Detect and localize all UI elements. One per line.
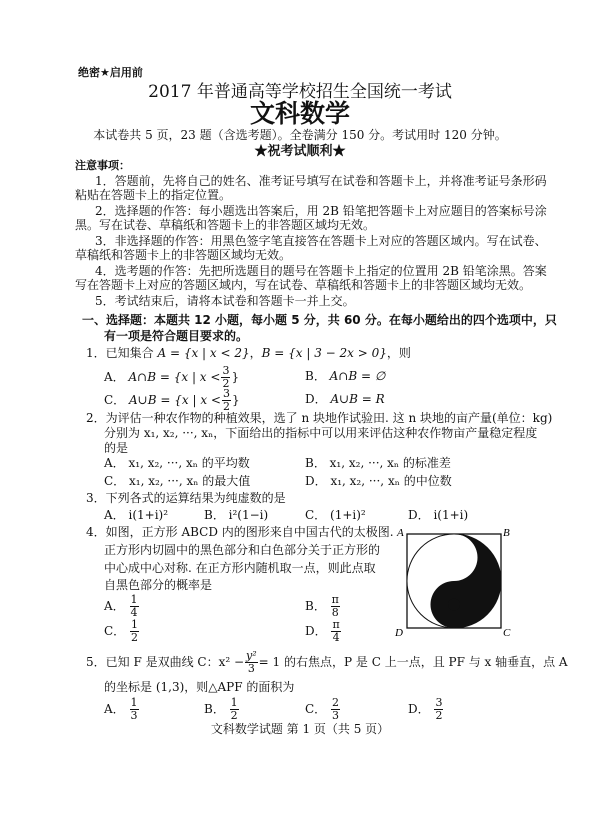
q1-option-b[interactable]: [305, 369, 385, 383]
fraction-numerator: 3: [222, 387, 230, 400]
fraction-denominator: 2: [222, 400, 230, 413]
question-5-line-1: [86, 648, 568, 676]
set-b: B = {x | 3 − 2x > 0}: [261, 346, 387, 360]
question-3-stem: [86, 491, 286, 505]
option-label: C．: [305, 508, 327, 522]
note-item-4-line-2: 写在答题卡上对应的答题区域内，写在试卷、草稿纸和答题卡上的非答题区域均无效。: [75, 278, 532, 292]
stem-text: 为评估一种农作物的种植效果，选了 n 块地作试验田. 这 n 块地的亩产量(单位：kg): [105, 411, 553, 425]
fraction: [130, 697, 139, 722]
fraction: [130, 619, 139, 644]
question-number: 4．: [86, 525, 106, 539]
stem-text: 已知集合: [105, 346, 158, 360]
fraction-denominator: 2: [435, 709, 443, 722]
note-item-5: 5．考试结束后，请将本试卷和答题卡一并上交。: [95, 294, 355, 308]
option-label: A．: [104, 456, 125, 470]
q2-option-b[interactable]: [305, 456, 451, 470]
taiji-figure: [393, 526, 513, 640]
fraction-numerator: 2: [332, 696, 340, 709]
note-item-3-line-2: 草稿纸和答题卡上的非答题区域均无效。: [75, 248, 292, 262]
corner-b-label: B: [503, 527, 510, 539]
q1-option-d[interactable]: [305, 392, 385, 406]
fraction: [331, 594, 340, 619]
option-label: D．: [305, 392, 327, 406]
q4-option-b[interactable]: [305, 593, 341, 619]
option-label: D．: [408, 702, 430, 716]
fraction: [222, 388, 231, 413]
q3-option-a[interactable]: [104, 508, 168, 522]
question-5-line-2: 的坐标是 (1,3)，则△APF 的面积为: [104, 680, 295, 694]
black-dot: [448, 599, 460, 611]
option-label: B．: [204, 702, 225, 716]
fraction-denominator: 4: [332, 631, 340, 644]
exam-info: 本试卷共 5 页，23 题（含选考题）。全卷满分 150 分。考试用时 120 分钟。: [93, 128, 507, 142]
option-expression: A∩B = {x | x <: [128, 370, 221, 384]
q5-option-b[interactable]: [204, 696, 240, 722]
option-label: C．: [104, 474, 126, 488]
fraction-numerator: 1: [131, 618, 139, 631]
notes-heading: 注意事项：: [75, 159, 130, 172]
section-1-heading-line-1: 一、选择题：本题共 12 小题，每小题 5 分，共 60 分。在每小题给出的四个选项中，只: [82, 313, 557, 327]
question-2-line-1: [86, 411, 552, 425]
fraction-numerator: 1: [130, 593, 138, 606]
option-label: C．: [104, 624, 126, 638]
note-item-2-line-2: 黑。写在试卷、草稿纸和答题卡上的非答题区域均无效。: [75, 218, 376, 232]
secret-label: 绝密★启用前: [78, 66, 143, 79]
fraction-numerator: 3: [435, 696, 443, 709]
option-label: C．: [305, 702, 327, 716]
separator: ，: [249, 346, 262, 360]
option-label: D．: [408, 508, 430, 522]
q3-option-b[interactable]: [204, 508, 268, 522]
option-label: A．: [104, 508, 125, 522]
option-label: C．: [104, 393, 126, 407]
question-4-line-3: 中心成中心对称. 在正方形内随机取一点，则此点取: [104, 561, 376, 575]
fraction-denominator: 2: [131, 631, 139, 644]
fraction-numerator: 3: [222, 364, 230, 377]
question-1-stem: [86, 346, 411, 360]
fraction-denominator: 2: [222, 377, 230, 390]
q4-option-c[interactable]: [104, 618, 140, 644]
option-label: A．: [104, 702, 125, 716]
subject-title: 文科数学: [249, 99, 350, 128]
question-number: 5．: [86, 655, 106, 669]
option-expression-end: }: [231, 370, 240, 384]
q2-option-d[interactable]: [305, 474, 452, 488]
question-number: 3．: [86, 491, 106, 505]
question-number: 1．: [86, 346, 106, 360]
option-label: B．: [305, 599, 326, 613]
option-label: B．: [305, 369, 326, 383]
fraction-numerator: π: [331, 593, 339, 606]
q5-option-a[interactable]: [104, 696, 140, 722]
stem-text: 下列各式的运算结果为纯虚数的是: [105, 491, 286, 505]
option-text: i(1+i)²: [128, 508, 169, 522]
q1-option-c[interactable]: [104, 387, 240, 413]
question-2-line-2: 分别为 x₁, x₂, ···, xₙ，下面给出的指标中可以用来评估这种农作物亩产量稳定程度: [104, 426, 538, 440]
option-label: D．: [305, 624, 327, 638]
fraction: [230, 697, 239, 722]
fraction: [245, 650, 258, 675]
option-text: i(1+i): [433, 508, 469, 522]
question-4-line-4: 自黑色部分的概率是: [104, 578, 213, 592]
option-text: (1+i)²: [330, 508, 366, 522]
fraction-denominator: 2: [230, 709, 238, 722]
option-text: x₁, x₂, ···, xₙ 的标准差: [329, 456, 451, 470]
fraction: [434, 697, 443, 722]
question-2-line-3: 的是: [104, 441, 129, 455]
option-text: x₁, x₂, ···, xₙ 的最大值: [129, 474, 251, 488]
note-item-4-line-1: 4．选考题的作答：先把所选题目的题号在答题卡上指定的位置用 2B 铅笔涂黑。答案: [95, 264, 547, 278]
corner-a-label: A: [397, 527, 404, 539]
corner-c-label: C: [503, 627, 511, 639]
q4-option-d[interactable]: [305, 618, 342, 644]
stem-text: 已知 F 是双曲线 C：x² −: [105, 655, 245, 669]
note-item-3-line-1: 3．非选择题的作答：用黑色签字笔直接答在答题卡上对应的答题区域内。写在试卷、: [95, 234, 547, 248]
yin-yang-diagram: [393, 526, 513, 640]
q3-option-d[interactable]: [408, 508, 468, 522]
fraction-numerator: π: [332, 618, 340, 631]
fraction: [331, 619, 340, 644]
note-item-2-line-1: 2．选择题的作答：每小题选出答案后，用 2B 铅笔把答题卡上对应题目的答案标号涂: [95, 204, 547, 218]
stem-end: ，则: [386, 346, 411, 360]
fraction-denominator: 3: [130, 709, 138, 722]
question-4-line-2: 正方形内切圆中的黑色部分和白色部分关于正方形的: [104, 543, 381, 557]
white-dot: [448, 552, 460, 564]
q4-option-a[interactable]: [104, 593, 140, 619]
fraction-denominator: 3: [247, 662, 255, 675]
question-4-line-1: [86, 525, 394, 539]
exam-title: 2017 年普通高等学校招生全国统一考试: [148, 82, 452, 102]
option-expression: A∪B = R: [330, 392, 385, 406]
q2-option-c[interactable]: [104, 474, 250, 488]
option-expression: A∩B = ∅: [329, 369, 386, 383]
fraction-denominator: 3: [332, 709, 340, 722]
question-number: 2．: [86, 411, 106, 425]
fraction-denominator: 8: [331, 606, 339, 619]
q3-option-c[interactable]: [305, 508, 366, 522]
option-label: A．: [104, 599, 125, 613]
note-item-1-line-2: 粘贴在答题卡上的指定位置。: [75, 188, 232, 202]
option-label: A．: [104, 370, 125, 384]
option-label: D．: [305, 474, 327, 488]
page-footer: 文科数学试题 第 1 页（共 5 页）: [210, 722, 390, 736]
fraction-numerator: 1: [230, 696, 238, 709]
corner-d-label: D: [395, 627, 403, 639]
q5-option-c[interactable]: [305, 696, 341, 722]
fraction-numerator: 1: [130, 696, 138, 709]
section-1-heading-line-2: 有一项是符合题目要求的。: [104, 329, 249, 343]
good-luck-wish: ★祝考试顺利★: [254, 144, 346, 159]
note-item-1-line-1: 1．答题前，先将自己的姓名、准考证号填写在试卷和答题卡上，并将准考证号条形码: [95, 174, 547, 188]
stem-text-end: = 1 的右焦点，P 是 C 上一点，且 PF 与 x 轴垂直，点 A: [258, 655, 568, 669]
fraction: [130, 594, 139, 619]
option-expression: A∪B = {x | x <: [129, 393, 221, 407]
option-label: B．: [305, 456, 326, 470]
option-label: B．: [204, 508, 225, 522]
option-text: x₁, x₂, ···, xₙ 的中位数: [330, 474, 452, 488]
fraction-numerator: y²: [246, 649, 257, 662]
option-text: x₁, x₂, ···, xₙ 的平均数: [128, 456, 250, 470]
set-a: A = {x | x < 2}: [157, 346, 250, 360]
option-expression-end: }: [231, 393, 240, 407]
option-text: i²(1−i): [228, 508, 269, 522]
fraction: [331, 697, 340, 722]
q2-option-a[interactable]: [104, 456, 250, 470]
q5-option-d[interactable]: [408, 696, 444, 722]
fraction-denominator: 4: [130, 606, 138, 619]
stem-text: 如图，正方形 ABCD 内的图形来自中国古代的太极图.: [105, 525, 394, 539]
